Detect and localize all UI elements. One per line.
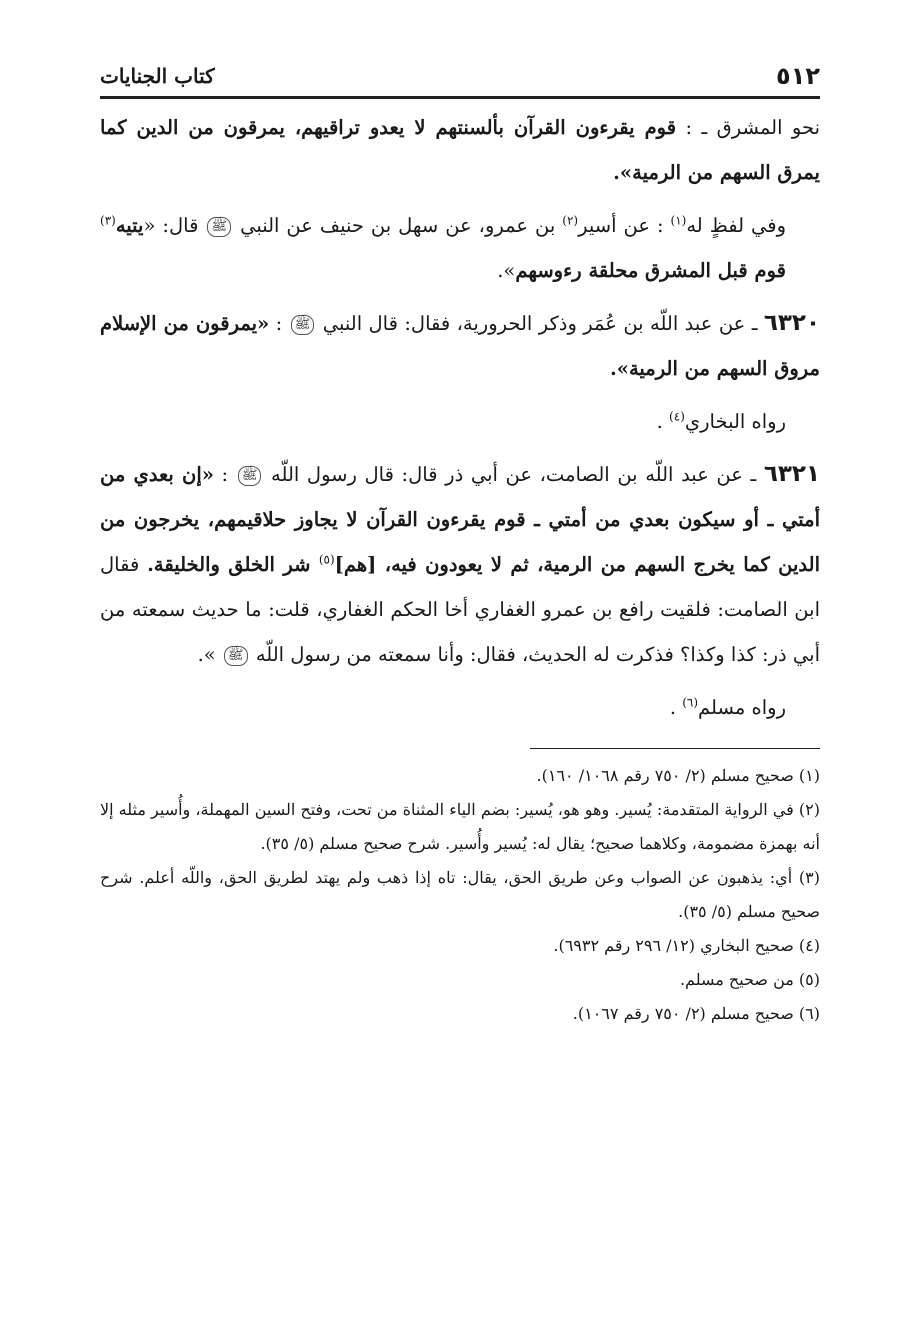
hadith-quote: يتيه xyxy=(115,214,144,237)
salawat-symbol: ﷺ xyxy=(238,466,262,486)
text-span: قال: « xyxy=(143,214,206,237)
hadith-quote: شر الخلق والخليقة. xyxy=(147,553,319,576)
page-header xyxy=(100,58,820,99)
salawat-symbol: ﷺ xyxy=(291,315,315,335)
footnote-ref[interactable]: (٦) xyxy=(682,695,699,710)
text-span: فقال ابن الصامت: فلقيت رافع بن عمرو الغفاري أخا الحكم الغفاري، قلت: ما حديث سمعته من أبي ذر: كذا وكذا؟ فذكرت له الحديث، فقال: وأنا سمعته من رسول اللّه xyxy=(100,553,820,666)
text-span: رواه البخاري xyxy=(684,410,786,433)
text-span: : xyxy=(213,463,236,486)
narration-source xyxy=(100,399,820,444)
text-span: ـ عن عبد اللّه بن عُمَر وذكر الحرورية، فقال: قال النبي xyxy=(316,312,764,335)
text-span: رواه مسلم xyxy=(698,696,786,719)
hadith-quote: قوم قبل المشرق محلقة رءوسهم xyxy=(515,259,786,282)
running-title: كتاب الجنايات xyxy=(100,64,215,88)
salawat-symbol: ﷺ xyxy=(207,217,231,237)
text-span: ». xyxy=(197,643,222,666)
footnote-divider xyxy=(530,748,820,749)
footnote: (٢) في الرواية المتقدمة: يُسير. وهو هو، يُسير: بضم الياء المثناة من تحت، وفتح السين المهملة، وأُسير مثله إلا أنه بهمزة مضمومة، وكلاهما صحيح؛ يقال له: يُسير وأُسير. شرح صحيح مسلم (٥/ ٣٥). xyxy=(100,800,821,853)
text-span: ـ عن عبد اللّه بن الصامت، عن أبي ذر قال: قال رسول اللّه xyxy=(263,463,764,486)
hadith-quote: «إن بعدي من أمتي ـ أو سيكون بعدي من أمتي ـ قوم يقرءون القرآن لا يجاوز حلاقيمهم، يخرجون من الدين كما يخرج السهم من الرمية، ثم لا يعودون فيه، [هم] xyxy=(100,463,820,576)
text-span: وفي لفظٍ له xyxy=(686,214,786,237)
salawat-symbol: ﷺ xyxy=(224,646,248,666)
hadith-6321 xyxy=(100,452,820,677)
hadith-number: ٦٣٢١ xyxy=(763,461,820,487)
text-span: : عن أسير xyxy=(578,214,671,237)
text-span: ». xyxy=(497,259,516,282)
book-page xyxy=(100,58,820,1031)
page-number: ٥١٢ xyxy=(776,62,820,90)
footnote: (٣) أي: يذهبون عن الصواب وعن طريق الحق، يقال: تاه إذا ذهب ولم يهتد لطريق الحق، واللّه أعلم. شرح صحيح مسلم (٥/ ٣٥). xyxy=(100,868,820,921)
text-span: . xyxy=(656,410,670,433)
text-span: : xyxy=(269,312,289,335)
hadith-quote: «يمرقون من الإسلام مروق السهم من الرمية». xyxy=(100,312,820,380)
narration-source xyxy=(100,685,820,730)
footnote-ref[interactable]: (٥) xyxy=(318,552,335,567)
footnote-ref[interactable]: (٢) xyxy=(562,213,579,228)
text-span: نحو المشرق ـ : xyxy=(676,116,820,139)
footnote-ref[interactable]: (٣) xyxy=(100,213,116,228)
footnote: (٦) صحيح مسلم (٢/ ٧٥٠ رقم ١٠٦٧). xyxy=(572,1004,820,1023)
hadith-number: ٦٣٢٠ xyxy=(763,310,820,336)
footnote-ref[interactable]: (٤) xyxy=(669,409,685,424)
main-text xyxy=(100,105,820,730)
hadith-6320 xyxy=(100,301,820,391)
text-span: بن عمرو، عن سهل بن حنيف عن النبي xyxy=(233,214,563,237)
footnote: (١) صحيح مسلم (٢/ ٧٥٠ رقم ١٠٦٨/ ١٦٠). xyxy=(536,766,820,785)
paragraph-variant-wording xyxy=(100,203,820,293)
paragraph-continuation xyxy=(100,105,820,195)
hadith-quote: قوم يقرءون القرآن بألسنتهم لا يعدو تراقيهم، يمرقون من الدين كما يمرق السهم من الرمية». xyxy=(100,116,820,184)
footnote: (٤) صحيح البخاري (١٢/ ٢٩٦ رقم ٦٩٣٢). xyxy=(553,936,820,955)
footnotes xyxy=(100,759,820,1031)
footnote-ref[interactable]: (١) xyxy=(670,213,687,228)
text-span: . xyxy=(669,696,683,719)
footnote: (٥) من صحيح مسلم. xyxy=(679,970,820,989)
